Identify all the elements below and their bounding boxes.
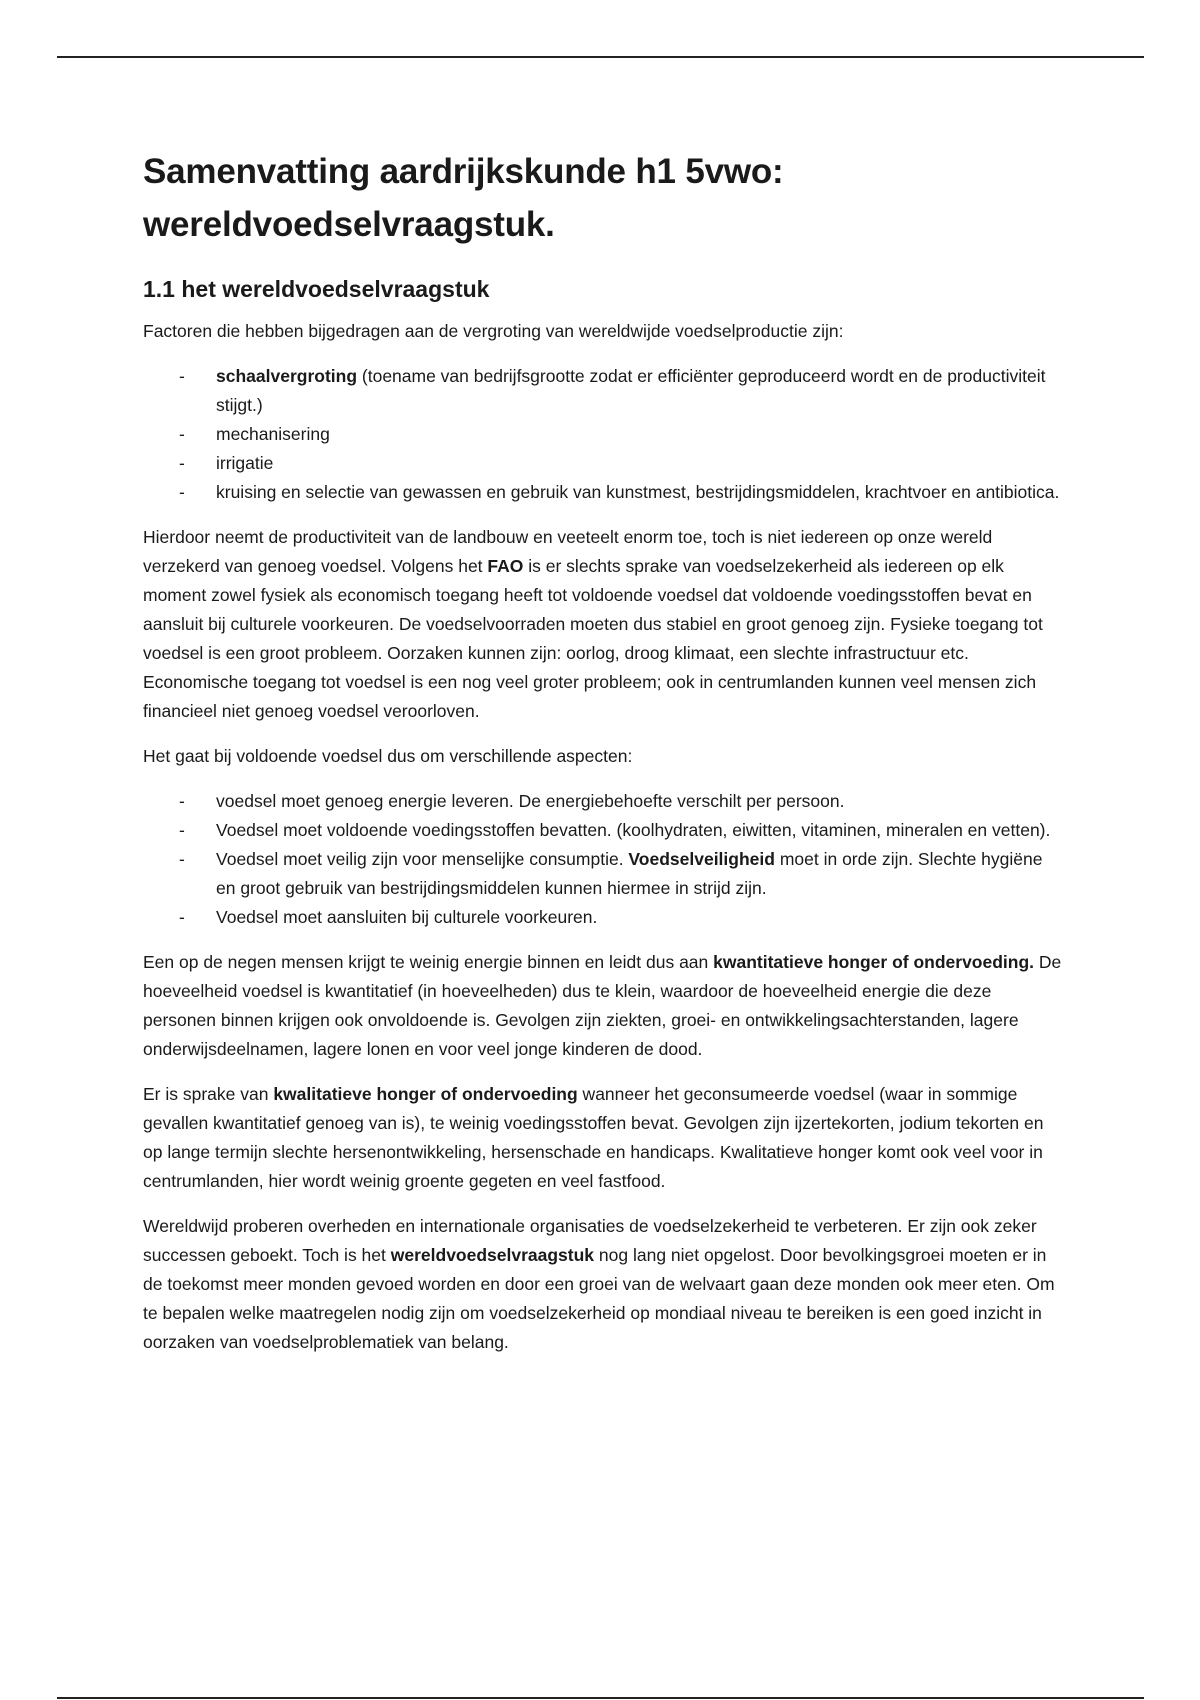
- intro-paragraph: Factoren die hebben bijgedragen aan de vergroting van wereldwijde voedselproductie zijn:: [143, 321, 844, 341]
- list-item: - Voedsel moet veilig zijn voor menselijke consumptie. Voedselveiligheid moet in orde zijn. Slechte hygiëne en groot gebruik van bestrijdingsmiddelen kunnen hiermee in strijd zijn.: [216, 845, 1063, 903]
- document-body: [143, 145, 1063, 1373]
- paragraph-world-food-problem: Wereldwijd proberen overheden en internationale organisaties de voedselzekerheid te verbeteren. Er zijn ook zeker successen geboekt. Toch is het wereldvoedselvraagstuk nog lang niet opgelost. Door bevolkingsgroei moeten er in de toekomst meer monden gevoed worden en door een groei van de welvaart gaan deze monden ook meer eten. Om te bepalen welke maatregelen nodig zijn om voedselzekerheid op mondiaal niveau te bereiken is een goed inzicht in oorzaken van voedselproblematiek van belang.: [143, 1216, 1055, 1352]
- list-item: - Voedsel moet voldoende voedingsstoffen bevatten. (koolhydraten, eiwitten, vitaminen, mineralen en vetten).: [216, 816, 1063, 845]
- list-item: - Voedsel moet aansluiten bij culturele voorkeuren.: [216, 903, 1063, 932]
- paragraph-quantitative-hunger: Een op de negen mensen krijgt te weinig energie binnen en leidt dus aan kwantitatieve honger of ondervoeding. De hoeveelheid voedsel is kwantitatief (in hoeveelheden) dus te klein, waardoor de hoeveelheid energie die deze personen binnen krijgen ook onvoldoende is. Gevolgen zijn ziekten, groei- en ontwikkelingsachterstanden, lagere onderwijsdeelnamen, lagere lonen en voor veel jonge kinderen de dood.: [143, 952, 1062, 1059]
- header-rule: [57, 56, 1144, 58]
- document-title: Samenvatting aardrijkskunde h1 5vwo: wereldvoedselvraagstuk.: [143, 152, 784, 244]
- term-bold: schaalvergroting: [216, 366, 358, 386]
- list-item: - voedsel moet genoeg energie leveren. De energiebehoefte verschilt per persoon.: [216, 787, 1063, 816]
- term-bold: kwantitatieve honger of ondervoeding.: [713, 952, 1035, 972]
- term-bold: FAO: [487, 556, 524, 576]
- term-bold: Voedselveiligheid: [628, 849, 775, 869]
- factors-list: [143, 362, 1063, 507]
- paragraph-food-security: Hierdoor neemt de productiviteit van de landbouw en veeteelt enorm toe, toch is niet iedereen op onze wereld verzekerd van genoeg voedsel. Volgens het FAO is er slechts sprake van voedselzekerheid als iedereen op elk moment zowel fysiek als economisch toegang heeft tot voldoende voedsel dat voldoende voedingsstoffen bevat en aansluit bij culturele voorkeuren. De voedselvoorraden moeten dus stabiel en groot genoeg zijn. Fysieke toegang tot voedsel is een groot probleem. Oorzaken kunnen zijn: oorlog, droog klimaat, een slechte infrastructuur etc. Economische toegang tot voedsel is een nog veel groter probleem; ook in centrumlanden kunnen veel mensen zich financieel niet genoeg voedsel veroorloven.: [143, 527, 1043, 721]
- list-item: - mechanisering: [216, 420, 1063, 449]
- term-bold: kwalitatieve honger of ondervoeding: [273, 1084, 578, 1104]
- footer-rule: [57, 1697, 1144, 1699]
- list-item: - schaalvergroting (toename van bedrijfsgrootte zodat er efficiënter geproduceerd wordt en de productiviteit stijgt.): [216, 362, 1063, 420]
- list-item: - kruising en selectie van gewassen en gebruik van kunstmest, bestrijdingsmiddelen, krachtvoer en antibiotica.: [216, 478, 1063, 507]
- term-bold: wereldvoedselvraagstuk: [390, 1245, 595, 1265]
- section-heading: 1.1 het wereldvoedselvraagstuk: [143, 276, 490, 302]
- aspects-list: [143, 787, 1063, 932]
- paragraph-qualitative-hunger: Er is sprake van kwalitatieve honger of ondervoeding wanneer het geconsumeerde voedsel (waar in sommige gevallen kwantitatief genoeg van is), te weinig voedingsstoffen bevat. Gevolgen zijn ijzertekorten, jodium tekorten en op lange termijn slechte hersenontwikkeling, hersenschade en handicaps. Kwalitatieve honger komt ook veel voor in centrumlanden, hier wordt weinig groente gegeten en veel fastfood.: [143, 1084, 1044, 1191]
- aspects-intro: Het gaat bij voldoende voedsel dus om verschillende aspecten:: [143, 746, 633, 766]
- list-item: - irrigatie: [216, 449, 1063, 478]
